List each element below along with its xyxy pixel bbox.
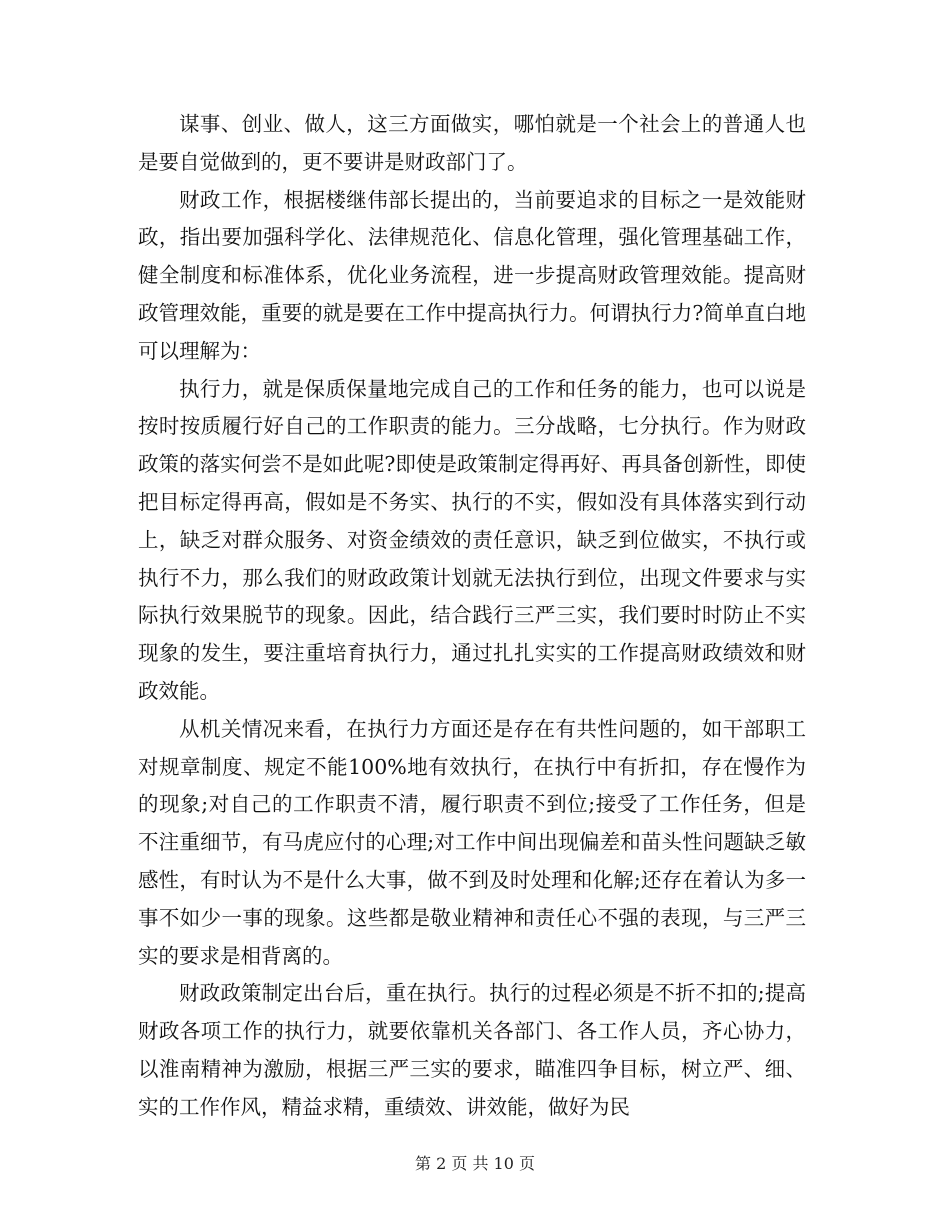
page-footer: 第 2 页 共 10 页: [415, 1154, 535, 1173]
paragraph-2: 财政工作，根据楼继伟部长提出的，当前要追求的目标之一是效能财政，指出要加强科学化、法律规范化、信息化管理，强化管理基础工作，健全制度和标准体系，优化业务流程，进一步提高财政管理效能。提高财政管理效能，重要的就是要在工作中提高执行力。何谓执行力?简单直白地可以理解为：: [138, 187, 806, 363]
document-body: [138, 106, 806, 1127]
paragraph-3: 执行力，就是保质保量地完成自己的工作和任务的能力，也可以说是按时按质履行好自己的工作职责的能力。三分战略，七分执行。作为财政政策的落实何尝不是如此呢?即使是政策制定得再好、再具备创新性，即使把目标定得再高，假如是不务实、执行的不实，假如没有具体落实到行动上，缺乏对群众服务、对资金绩效的责任意识，缺乏到位做实，不执行或执行不力，那么我们的财政政策计划就无法执行到位，出现文件要求与实际执行效果脱节的现象。因此，结合践行三严三实，我们要时时防止不实现象的发生，要注重培育执行力，通过扎扎实实的工作提高财政绩效和财政效能。: [138, 376, 806, 703]
paragraph-1: 谋事、创业、做人，这三方面做实，哪怕就是一个社会上的普通人也是要自觉做到的，更不要讲是财政部门了。: [138, 112, 806, 174]
paragraph-4: 从机关情况来看，在执行力方面还是存在有共性问题的，如干部职工对规章制度、规定不能100%地有效执行，在执行中有折扣，存在慢作为的现象;对自己的工作职责不清，履行职责不到位;接受了工作任务，但是不注重细节，有马虎应付的心理;对工作中间出现偏差和苗头性问题缺乏敏感性，有时认为不是什么大事，做不到及时处理和化解;还存在着认为多一事不如少一事的现象。这些都是敬业精神和责任心不强的表现，与三严三实的要求是相背离的。: [138, 716, 806, 968]
paragraph-5: 财政政策制定出台后，重在执行。执行的过程必须是不折不扣的;提高财政各项工作的执行力，就要依靠机关各部门、各工作人员，齐心协力，以淮南精神为激励，根据三严三实的要求，瞄准四争目标，树立严、细、实的工作作风，精益求精，重绩效、讲效能，做好为民: [138, 981, 806, 1119]
